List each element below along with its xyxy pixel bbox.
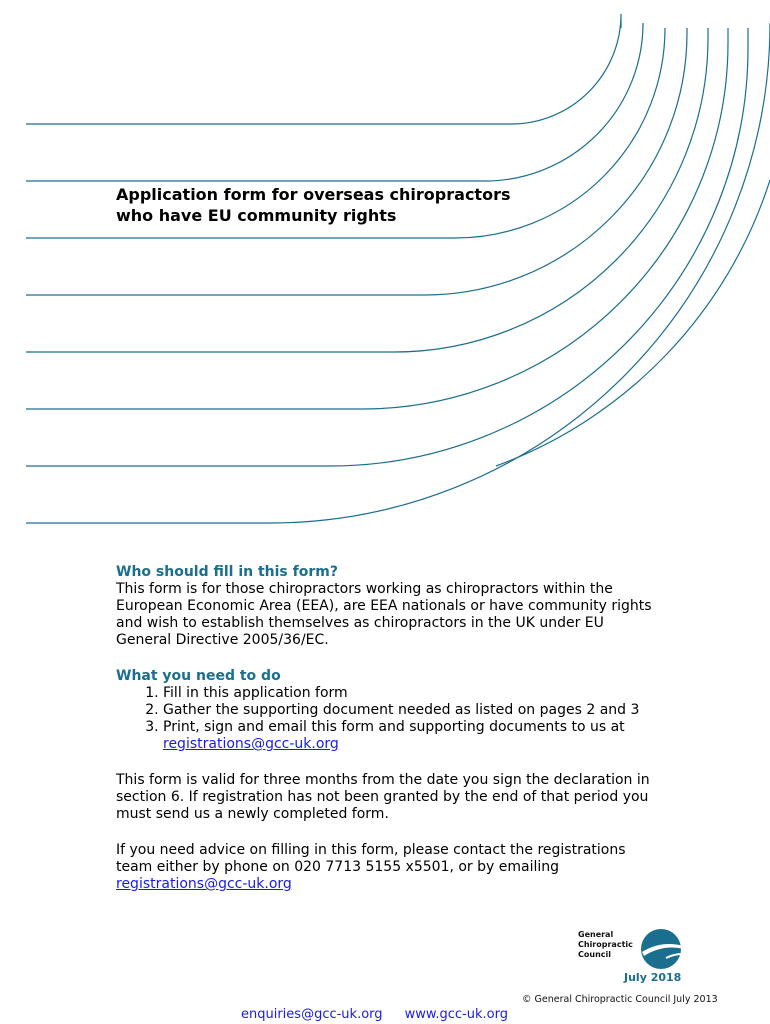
arc-line [26,28,748,466]
page-title [116,184,586,226]
title-line-2: who have EU community rights [116,206,397,225]
form-intro [116,564,656,893]
title-line-1: Application form for overseas chiropractors [116,185,511,204]
logo-mark-icon [638,928,684,970]
step-item: 2. Gather the supporting document needed as listed on pages 2 and 3 [163,702,656,719]
footer-email-link[interactable]: enquiries@gcc-uk.org [241,1007,383,1022]
arc-line [26,28,687,295]
what-heading: What you need to do [116,668,281,684]
arc-line [26,23,643,181]
steps-list [116,685,656,753]
logo-line: General [578,930,614,939]
advice-text [116,842,656,893]
step3-text: Print, sign and email this form and supporting documents to us at [163,719,625,735]
arc-line [26,23,770,523]
step-item [163,719,656,753]
footer-links [241,1007,526,1022]
logo-line: Chiropractic [578,940,633,949]
gcc-logo [578,928,688,970]
arc-line [26,14,621,124]
footer-website-link[interactable]: www.gcc-uk.org [404,1007,508,1022]
who-heading: Who should fill in this form? [116,564,338,580]
registrations-email-link[interactable]: registrations@gcc-uk.org [163,736,339,752]
step-item: 1. Fill in this application form [163,685,656,702]
document-date: July 2018 [624,971,682,984]
logo-text [578,930,633,960]
advice-email-link[interactable]: registrations@gcc-uk.org [116,876,292,892]
who-body: This form is for those chiropractors working as chiropractors within the European Economic Area (EEA), are EEA nationals or have community rights and wish to establish themselves as chiropractors in the UK under EU General Directive 2005/36/EC. [116,581,652,648]
logo-line: Council [578,950,611,959]
advice-body: If you need advice on filling in this form, please contact the registrations team either by phone on 020 7713 5155 x5501, or by emailing [116,842,626,875]
copyright-text: © General Chiropractic Council July 2013 [522,994,718,1005]
validity-text: This form is valid for three months from the date you sign the declaration in section 6. If registration has not been granted by the end of that period you must send us a newly completed form. [116,772,650,822]
